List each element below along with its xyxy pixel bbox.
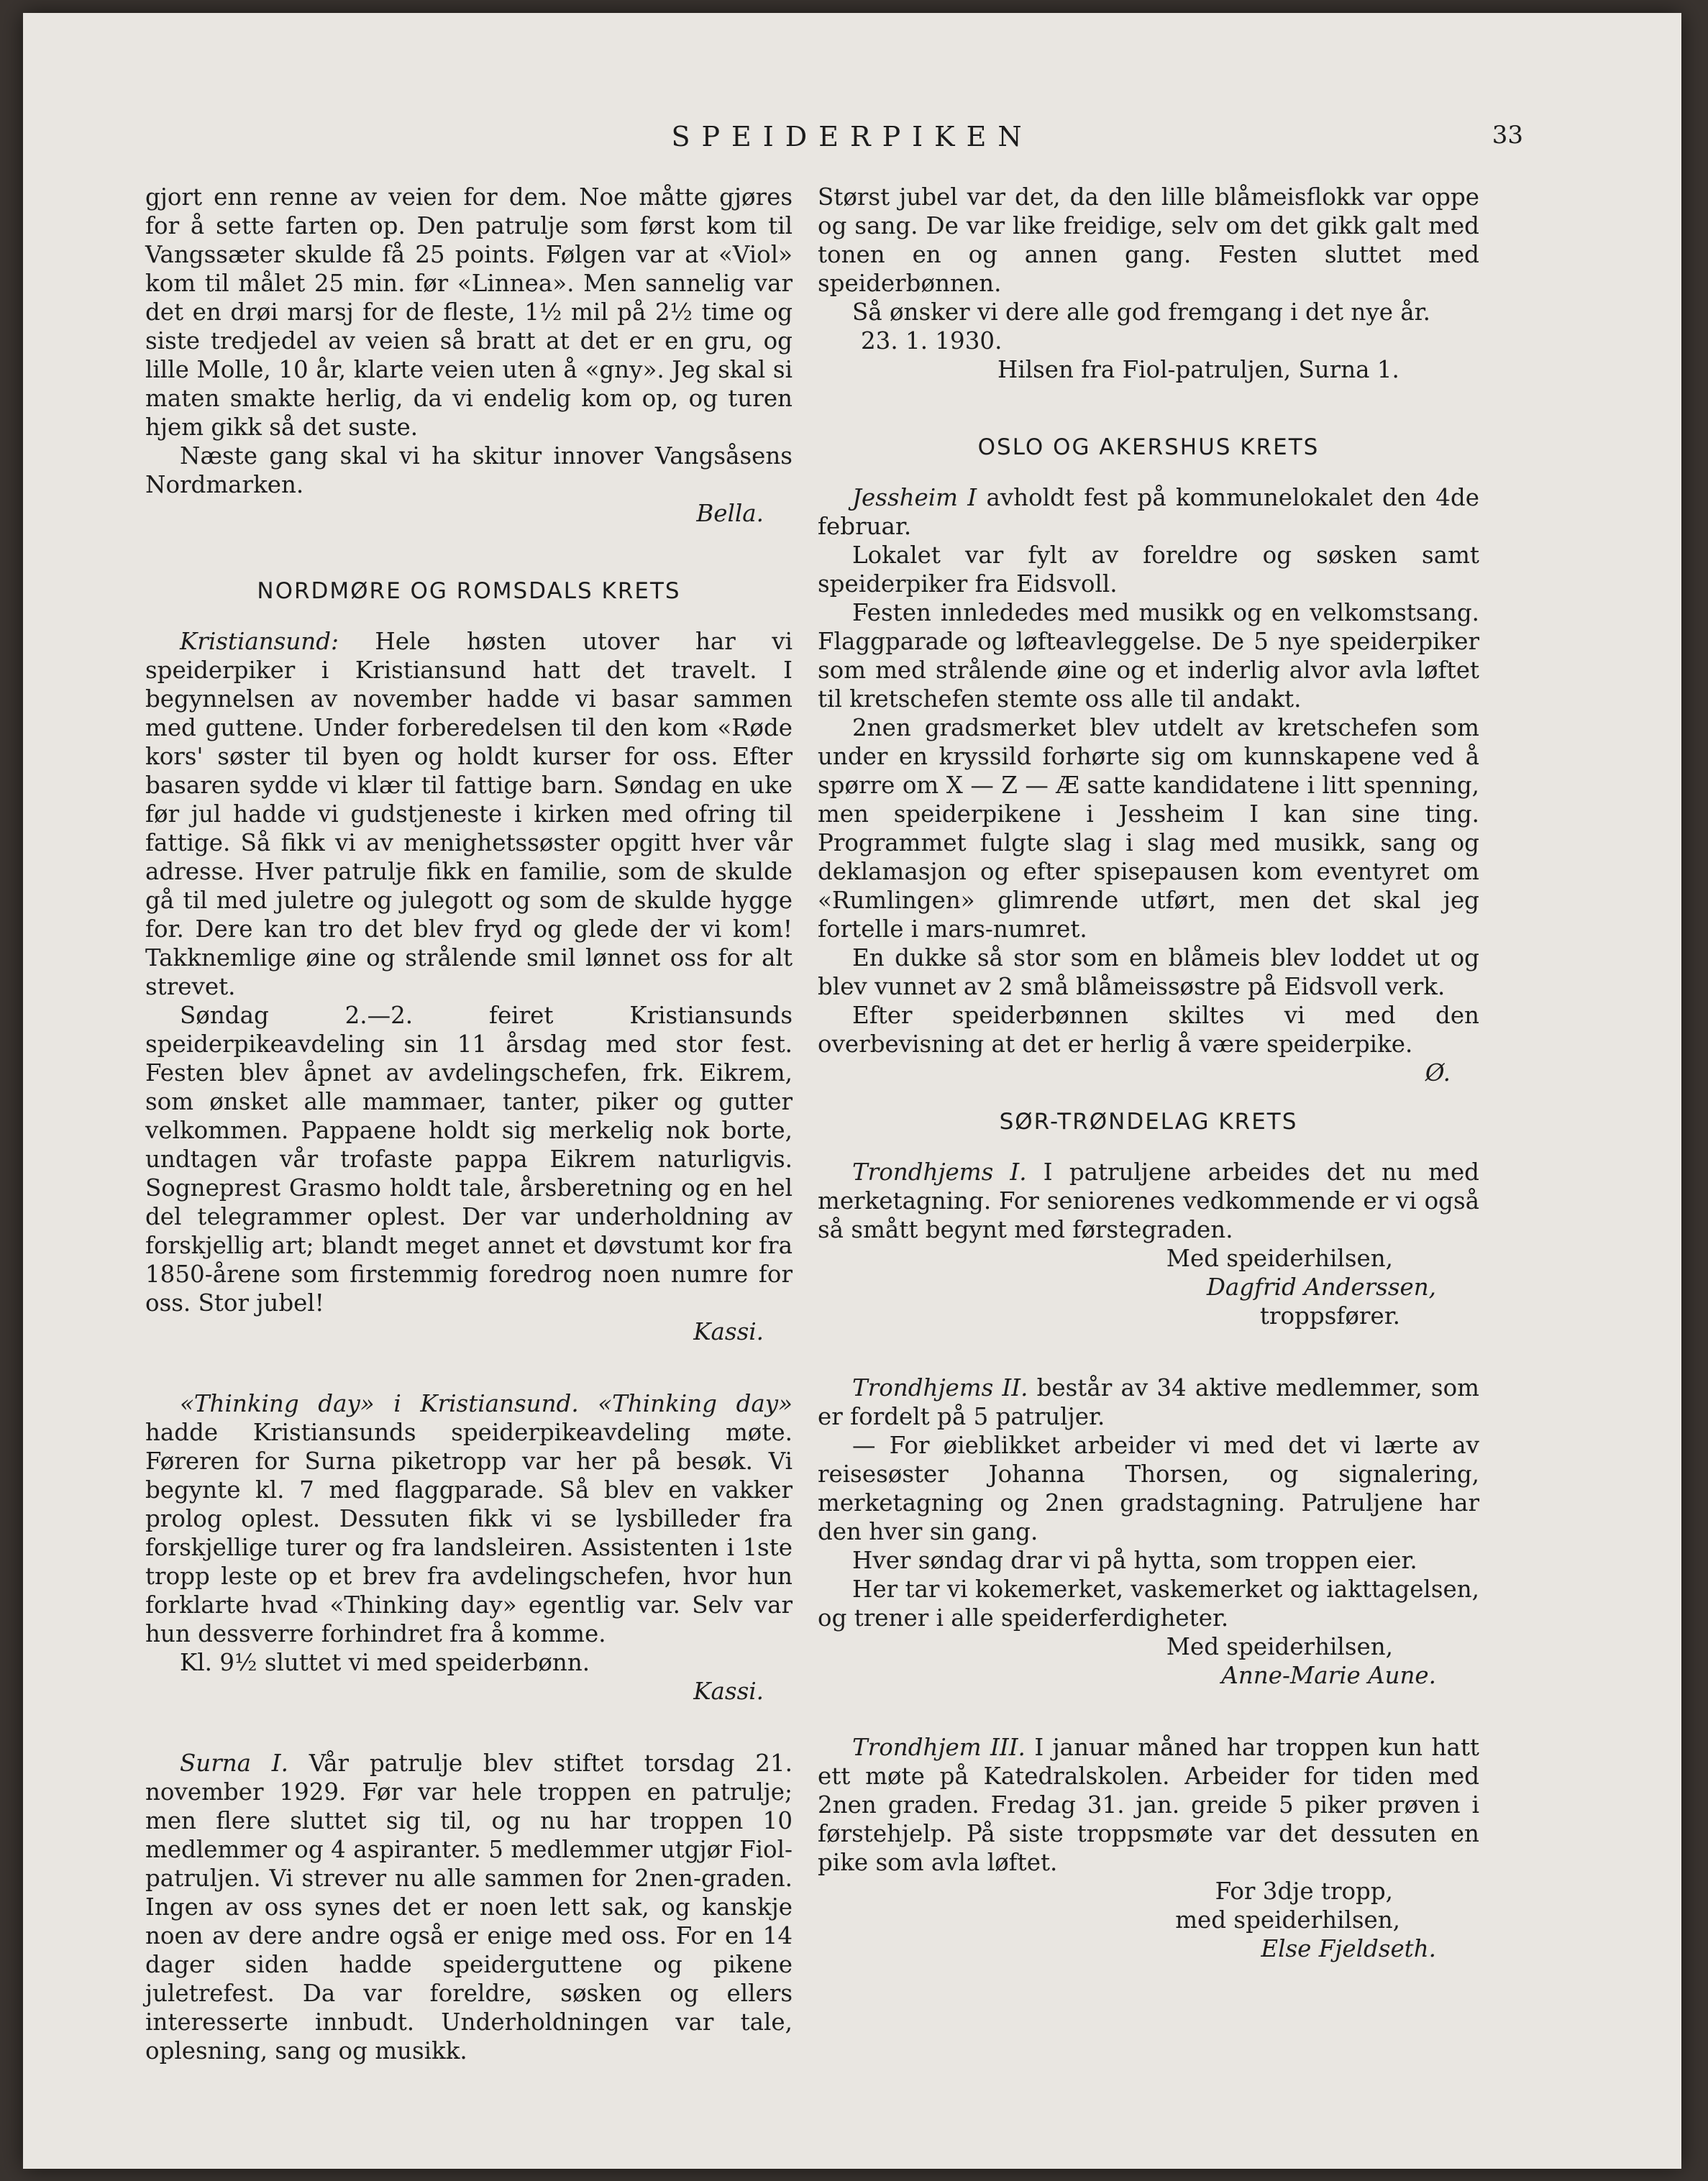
paragraph-text: I patruljene arbeides det nu med merketagning. For seniorenes vedkommende er vi også så smått begynt med førstegraden.: [818, 1158, 1479, 1243]
paragraph-text: I januar måned har troppen kun hatt ett møte på Katedralskolen. Arbeider for tiden med 2nen graden. Fredag 31. jan. greide 5 piker prøven i førstehjelp. På siste troppsmøte var det dessuten en pike som avla løftet.: [818, 1734, 1479, 1876]
closing-line: Med speiderhilsen,: [1166, 1245, 1393, 1272]
paragraph: Søndag 2.—2. feiret Kristiansunds speiderpikeavdeling sin 11 årsdag med stor fest. Festen blev åpnet av avdelingschefen, frk. Eikrem, som ønsket alle mammaer, tanter, piker og gutter velkommen. Pappaene holdt sig merkelig nok borte, undtagen vår trofaste pappa Eikrem naturligvis. Sogneprest Grasmo holdt tale, årsberetning og en hel del telegrammer oplest. Der var underholdning av forskjellig art; blandt meget annet et døvstumt kor fra 1850-årene som firstemmig foredrog noen numre for oss. Stor jubel!: [145, 1002, 793, 1317]
signature: Ø.: [1425, 1059, 1451, 1087]
paragraph: Hver søndag drar vi på hytta, som troppen eier.: [852, 1547, 1417, 1574]
section-heading-nordmore: NORDMØRE OG ROMSDALS KRETS: [257, 578, 681, 604]
place-lead: Kristiansund:: [180, 628, 339, 655]
paragraph-text: Efter speiderbønnen skiltes vi med den overbevisning at det er herlig å være speiderpike.: [818, 1002, 1479, 1058]
left-column: [145, 183, 793, 2065]
page-number: 33: [1492, 121, 1523, 150]
closing-line: Med speiderhilsen,: [1166, 1633, 1393, 1660]
paragraph: [145, 1389, 793, 1648]
paragraph: En dukke så stor som en blåmeis blev loddet ut og blev vunnet av 2 små blåmeissøstre på Eidsvoll verk.: [818, 944, 1479, 1000]
paragraph-text: består av 34 aktive medlemmer, som er fordelt på 5 patruljer.: [818, 1374, 1479, 1430]
magazine-title: SPEIDERPIKEN: [671, 121, 1033, 152]
paragraph: Størst jubel var det, da den lille blåmeisflokk var oppe og sang. De var like freidige, selv om det gikk galt med tonen en og annen gang. Festen sluttet med speiderbønnen.: [818, 183, 1479, 297]
paragraph: Så ønsker vi dere alle god fremgang i det nye år.: [852, 298, 1430, 326]
signature: Else Fjeldseth.: [1261, 1935, 1436, 1962]
place-lead: «Thinking day»: [598, 1390, 793, 1417]
paragraph: Kl. 9½ sluttet vi med speiderbønn.: [180, 1649, 590, 1676]
spacer: [145, 1706, 793, 1749]
date-line: 23. 1. 1930.: [861, 327, 1003, 355]
signature: Kassi.: [693, 1678, 764, 1705]
paragraph: [145, 627, 793, 1001]
paragraph: Festen innlededes med musikk og en velkomstsang. Flaggparade og løfteavleggelse. De 5 nye speiderpiker som med strålende øine og et inderlig alvor avla løftet til kretschefen stemte oss alle til andakt.: [818, 599, 1479, 713]
paragraph: [818, 483, 1479, 541]
scanned-page: [23, 13, 1681, 2169]
signature: Dagfrid Anderssen,: [1206, 1274, 1436, 1301]
signature: Kassi.: [693, 1318, 764, 1345]
paragraph: gjort enn renne av veien for dem. Noe måtte gjøres for å sette farten op. Den patrulje som først kom til Vangssæter skulde få 25 points. Følgen var at «Viol» kom til målet 25 min. før «Linnea». Men sannelig var det en drøi marsj for de fleste, 1½ mil på 2½ time og siste tredjedel av veien så bratt at det er en gru, og lille Molle, 10 år, klarte veien uten å «gny». Jeg skal si maten smakte herlig, da vi endelig kom op, og turen hjem gikk så det suste.: [145, 183, 793, 441]
spacer: [818, 1330, 1479, 1373]
section-heading-oslo: OSLO OG AKERSHUS KRETS: [977, 434, 1320, 460]
paragraph: [818, 1001, 1479, 1087]
spacer: [818, 1690, 1479, 1733]
spacer: [145, 1346, 793, 1389]
paragraph: 2nen gradsmerket blev utdelt av kretschefen som under en kryssild forhørte sig om kunnskapene ved å spørre om X — Z — Æ satte kandidatene i litt spenning, men speiderpikene i Jessheim I kan sine ting. Programmet fulgte slag i slag med musikk, sang og deklamasjon og efter spisepausen kom eventyret om «Rumlingen» glimrende utført, men det skal jeg fortelle i mars-numret.: [818, 714, 1479, 943]
place-lead: Jessheim I: [852, 484, 977, 511]
right-column: [818, 183, 1479, 1963]
paragraph: Her tar vi kokemerket, vaskemerket og iakttagelsen, og trener i alle speiderferdigheter.: [818, 1576, 1479, 1632]
paragraph: [818, 1373, 1479, 1431]
place-lead: Trondhjems I.: [852, 1158, 1027, 1186]
paragraph: Næste gang skal vi ha skitur innover Vangsåsens Nordmarken.: [145, 442, 793, 498]
closing-line: med speiderhilsen,: [1175, 1906, 1400, 1934]
paragraph: Lokalet var fylt av foreldre og søsken samt speiderpiker fra Eidsvoll.: [818, 541, 1479, 598]
paragraph-text: avholdt fest på kommunelokalet den 4de februar.: [818, 484, 1479, 540]
closing-line: troppsfører.: [1259, 1302, 1400, 1330]
signature: Anne-Marie Aune.: [1221, 1662, 1436, 1689]
place-lead: Surna I.: [180, 1750, 288, 1777]
paragraph-text: Hele høsten utover har vi speiderpiker i Kristiansund hatt det travelt. I begynnelsen av november hadde vi basar sammen med guttene. Under forberedelsen til den kom «Røde kors' søster til byen og holdt kurser for oss. Efter basaren sydde vi klær til fattige barn. Søndag en uke før jul hadde vi gudstjeneste i kirken med ofring til fattige. Så fikk vi av menighetssøster opgitt hver vår adresse. Hver patrulje fikk en familie, som de skulde gå til med juletre og julegott og som de skulde hygge for. Dere kan tro det blev fryd og glede der vi kom! Takknemlige øine og strålende smil lønnet oss for alt strevet.: [145, 628, 793, 1000]
closing-line: For 3dje tropp,: [1215, 1878, 1393, 1905]
paragraph: [818, 1158, 1479, 1244]
signature: Bella.: [696, 500, 764, 527]
paragraph-text: Vår patrulje blev stiftet torsdag 21. november 1929. Før var hele troppen en patrulje; men flere sluttet sig til, og nu har troppen 10 medlemmer og 4 aspiranter. 5 medlemmer utgjør Fiol-patruljen. Vi strever nu alle sammen for 2nen-graden. Ingen av oss synes det er noen lett sak, og kanskje noen av dere andre også er enige med oss. For en 14 dager siden hadde speiderguttene og pikene juletrefest. Da var foreldre, søsken og ellers interesserte innbudt. Underholdningen var tale, oplesning, sang og musikk.: [145, 1750, 793, 2065]
paragraph: [818, 1733, 1479, 1877]
place-lead: Trondhjems II.: [852, 1374, 1028, 1402]
paragraph-text: hadde Kristiansunds speiderpikeavdeling møte. Føreren for Surna piketropp var her på besøk. Vi begynte kl. 7 med flaggparade. Så blev en vakker prolog oplest. Dessuten fikk vi se lysbilleder fra forskjellige turer og fra landsleiren. Assistenten i 1ste tropp leste op et brev fra avdelingschefen, hvor hun forklarte hvad «Thinking day» egentlig var. Selv var hun dessverre forhindret fra å komme.: [145, 1419, 793, 1647]
greeting: Hilsen fra Fiol-patruljen, Surna 1.: [997, 356, 1399, 383]
paragraph: — For øieblikket arbeider vi med det vi lærte av reisesøster Johanna Thorsen, og signalering, merketagning og 2nen gradstagning. Patruljene har den hver sin gang.: [818, 1432, 1479, 1545]
paragraph: [145, 1749, 793, 2065]
section-heading-sor-trondelag: SØR-TRØNDELAG KRETS: [999, 1109, 1298, 1135]
place-lead: «Thinking day» i Kristiansund.: [180, 1390, 579, 1417]
place-lead: Trondhjem III.: [852, 1734, 1026, 1761]
